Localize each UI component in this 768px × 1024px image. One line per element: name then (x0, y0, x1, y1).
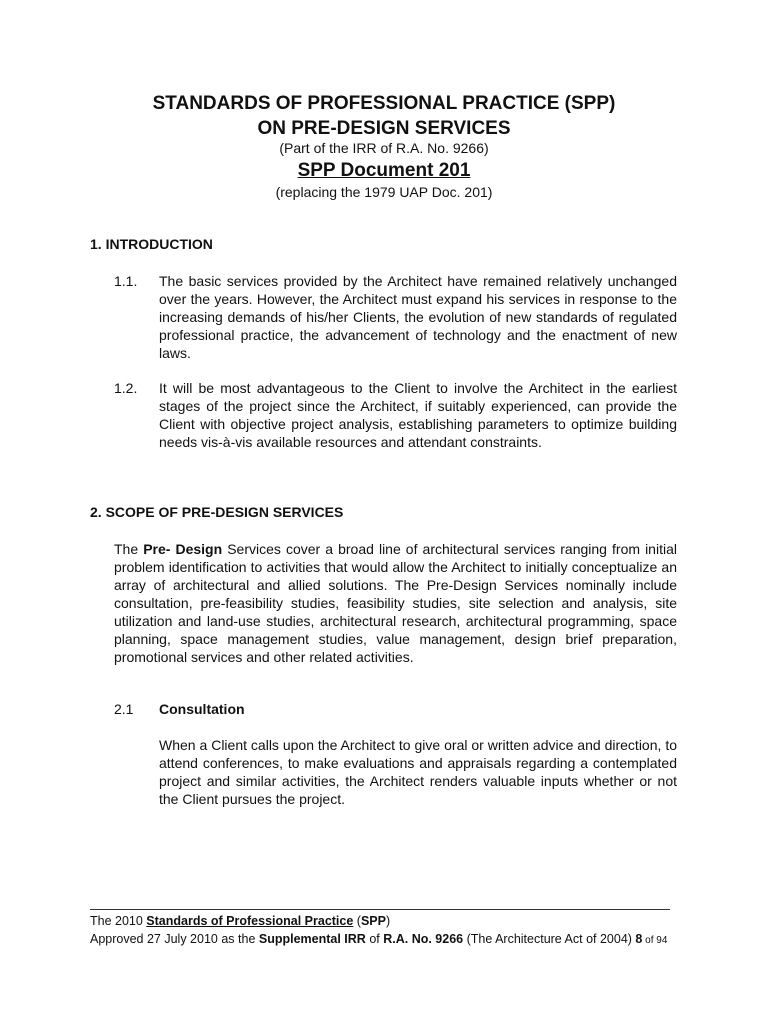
document-subtitle: (Part of the IRR of R.A. No. 9266) (279, 140, 489, 156)
section-2-heading: 2. SCOPE OF PRE-DESIGN SERVICES (90, 504, 344, 520)
document-title-line1: STANDARDS OF PROFESSIONAL PRACTICE (SPP) (152, 93, 616, 114)
document-title-line2: ON PRE-DESIGN SERVICES (257, 118, 511, 139)
footer-divider (90, 909, 670, 910)
document-number: SPP Document 201 (297, 160, 471, 181)
item-2-1-text: When a Client calls upon the Architect to give oral or written advice and direction, to attend conferences, to make evaluations and appraisals regarding a contemplated project and similar activities, the Architect renders valuable inputs whether or not the Client pursues the project. (159, 737, 677, 807)
footer-line1: The 2010 Standards of Professional Practice (SPP) (90, 914, 391, 928)
document-replacing-note: (replacing the 1979 UAP Doc. 201) (275, 184, 493, 200)
item-1-2-text: It will be most advantageous to the Client to involve the Architect in the earliest stages of the project since the Architect, if suitably experienced, can provide the Client with objective project analysis, establishing parameters to optimize building needs vis-à-vis available resources and attendant constraints. (159, 380, 677, 450)
page-number: 8 (635, 932, 643, 946)
item-2-1-heading: Consultation (159, 701, 245, 717)
page-total: of 94 (642, 935, 668, 946)
footer-line2: Approved 27 July 2010 as the Supplemental IRR of R.A. No. 9266 (The Architecture Act of 2004) 8 of 94 (90, 932, 668, 946)
item-1-1-text: The basic services provided by the Architect have remained relatively unchanged over the years. However, the Architect must expand his services in response to the increasing demands of his/her Clients, the evolution of new standards of regulated professional practice, the advancement of technology and the enactment of new laws. (159, 273, 677, 361)
section-1-heading: 1. INTRODUCTION (90, 236, 213, 252)
item-1-1-number: 1.1. (114, 273, 138, 289)
item-2-1-number: 2.1 (114, 701, 134, 717)
item-1-2-number: 1.2. (114, 380, 138, 396)
section-2-intro: The Pre- Design Services cover a broad line of architectural services ranging from initial problem identification to activities that would allow the Architect to initially conceptualize an array of architectural and allied solutions. The Pre-Design Services nominally include consultation, pre-feasibility studies, feasibility studies, site selection and analysis, site utilization and land-use studies, architectural research, architectural programming, space planning, space management studies, value management, design brief preparation, promotional services and other related activities. (114, 541, 677, 665)
